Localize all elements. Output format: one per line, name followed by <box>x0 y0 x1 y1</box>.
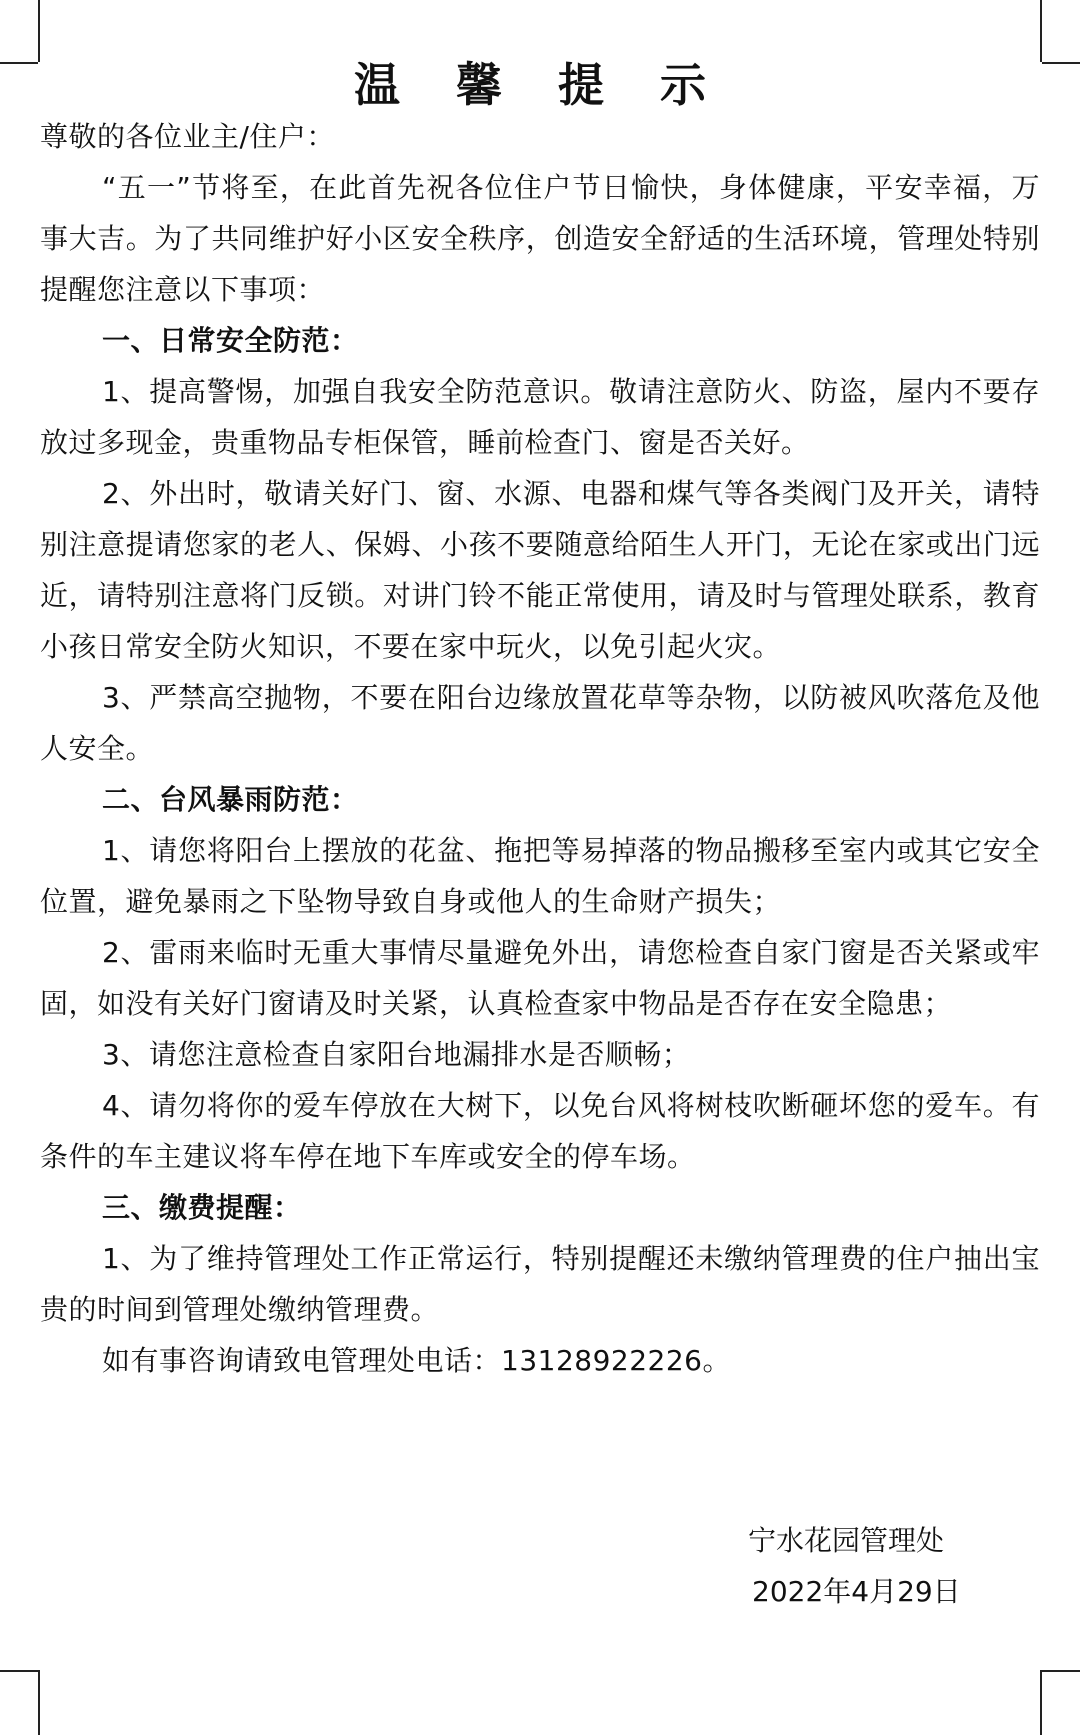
daily-safety-item-1: 1、提高警惕，加强自我安全防范意识。敬请注意防火、防盗，屋内不要存放过多现金，贵重物品专柜保管，睡前检查门、窗是否关好。 <box>40 375 1040 459</box>
corner-mark-bottom-right <box>1040 1670 1042 1735</box>
section-heading-payment: 三、缴费提醒： <box>102 1191 302 1224</box>
daily-safety-item-2: 2、外出时，敬请关好门、窗、水源、电器和煤气等各类阀门及开关，请特别注意提请您家的老人、保姆、小孩不要随意给陌生人开门，无论在家或出门远近，请特别注意将门反锁。对讲门铃不能正常使用，请及时与管理处联系，教育小孩日常安全防火知识，不要在家中玩火，以免引起火灾。 <box>40 477 1040 663</box>
corner-mark-bottom-left <box>38 1670 40 1735</box>
payment-item-1: 1、为了维持管理处工作正常运行，特别提醒还未缴纳管理费的住户抽出宝贵的时间到管理处缴纳管理费。 <box>40 1242 1040 1326</box>
typhoon-item-2: 2、雷雨来临时无重大事情尽量避免外出，请您检查自家门窗是否关紧或牢固，如没有关好门窗请及时关紧，认真检查家中物品是否存在安全隐患； <box>40 936 1040 1020</box>
intro-paragraph: “五一”节将至，在此首先祝各位住户节日愉快，身体健康，平安幸福，万事大吉。为了共同维护好小区安全秩序，创造安全舒适的生活环境，管理处特别提醒您注意以下事项： <box>40 171 1040 306</box>
corner-mark-bottom-right-h <box>1042 1670 1080 1672</box>
signature-organization: 宁水花园管理处 <box>748 1524 945 1557</box>
typhoon-item-3: 3、请您注意检查自家阳台地漏排水是否顺畅； <box>102 1038 691 1071</box>
section-heading-typhoon: 二、台风暴雨防范： <box>102 783 359 816</box>
corner-mark-bottom-left-h <box>0 1670 38 1672</box>
salutation: 尊敬的各位业主/住户： <box>40 120 335 153</box>
typhoon-item-4: 4、请勿将你的爱车停放在大树下，以免台风将树枝吹断砸坏您的爱车。有条件的车主建议将车停在地下车库或安全的停车场。 <box>40 1089 1040 1173</box>
notice-title: 温 馨 提 示 <box>353 58 727 112</box>
daily-safety-item-3: 3、严禁高空抛物，不要在阳台边缘放置花草等杂物，以防被风吹落危及他人安全。 <box>40 681 1040 765</box>
section-heading-daily-safety: 一、日常安全防范： <box>102 324 359 357</box>
notice-body <box>40 111 1040 1386</box>
signature-date: 2022年4月29日 <box>752 1575 961 1608</box>
contact-line: 如有事咨询请致电管理处电话：13128922226。 <box>102 1344 731 1377</box>
typhoon-item-1: 1、请您将阳台上摆放的花盆、拖把等易掉落的物品搬移至室内或其它安全位置，避免暴雨之下坠物导致自身或他人的生命财产损失； <box>40 834 1040 918</box>
